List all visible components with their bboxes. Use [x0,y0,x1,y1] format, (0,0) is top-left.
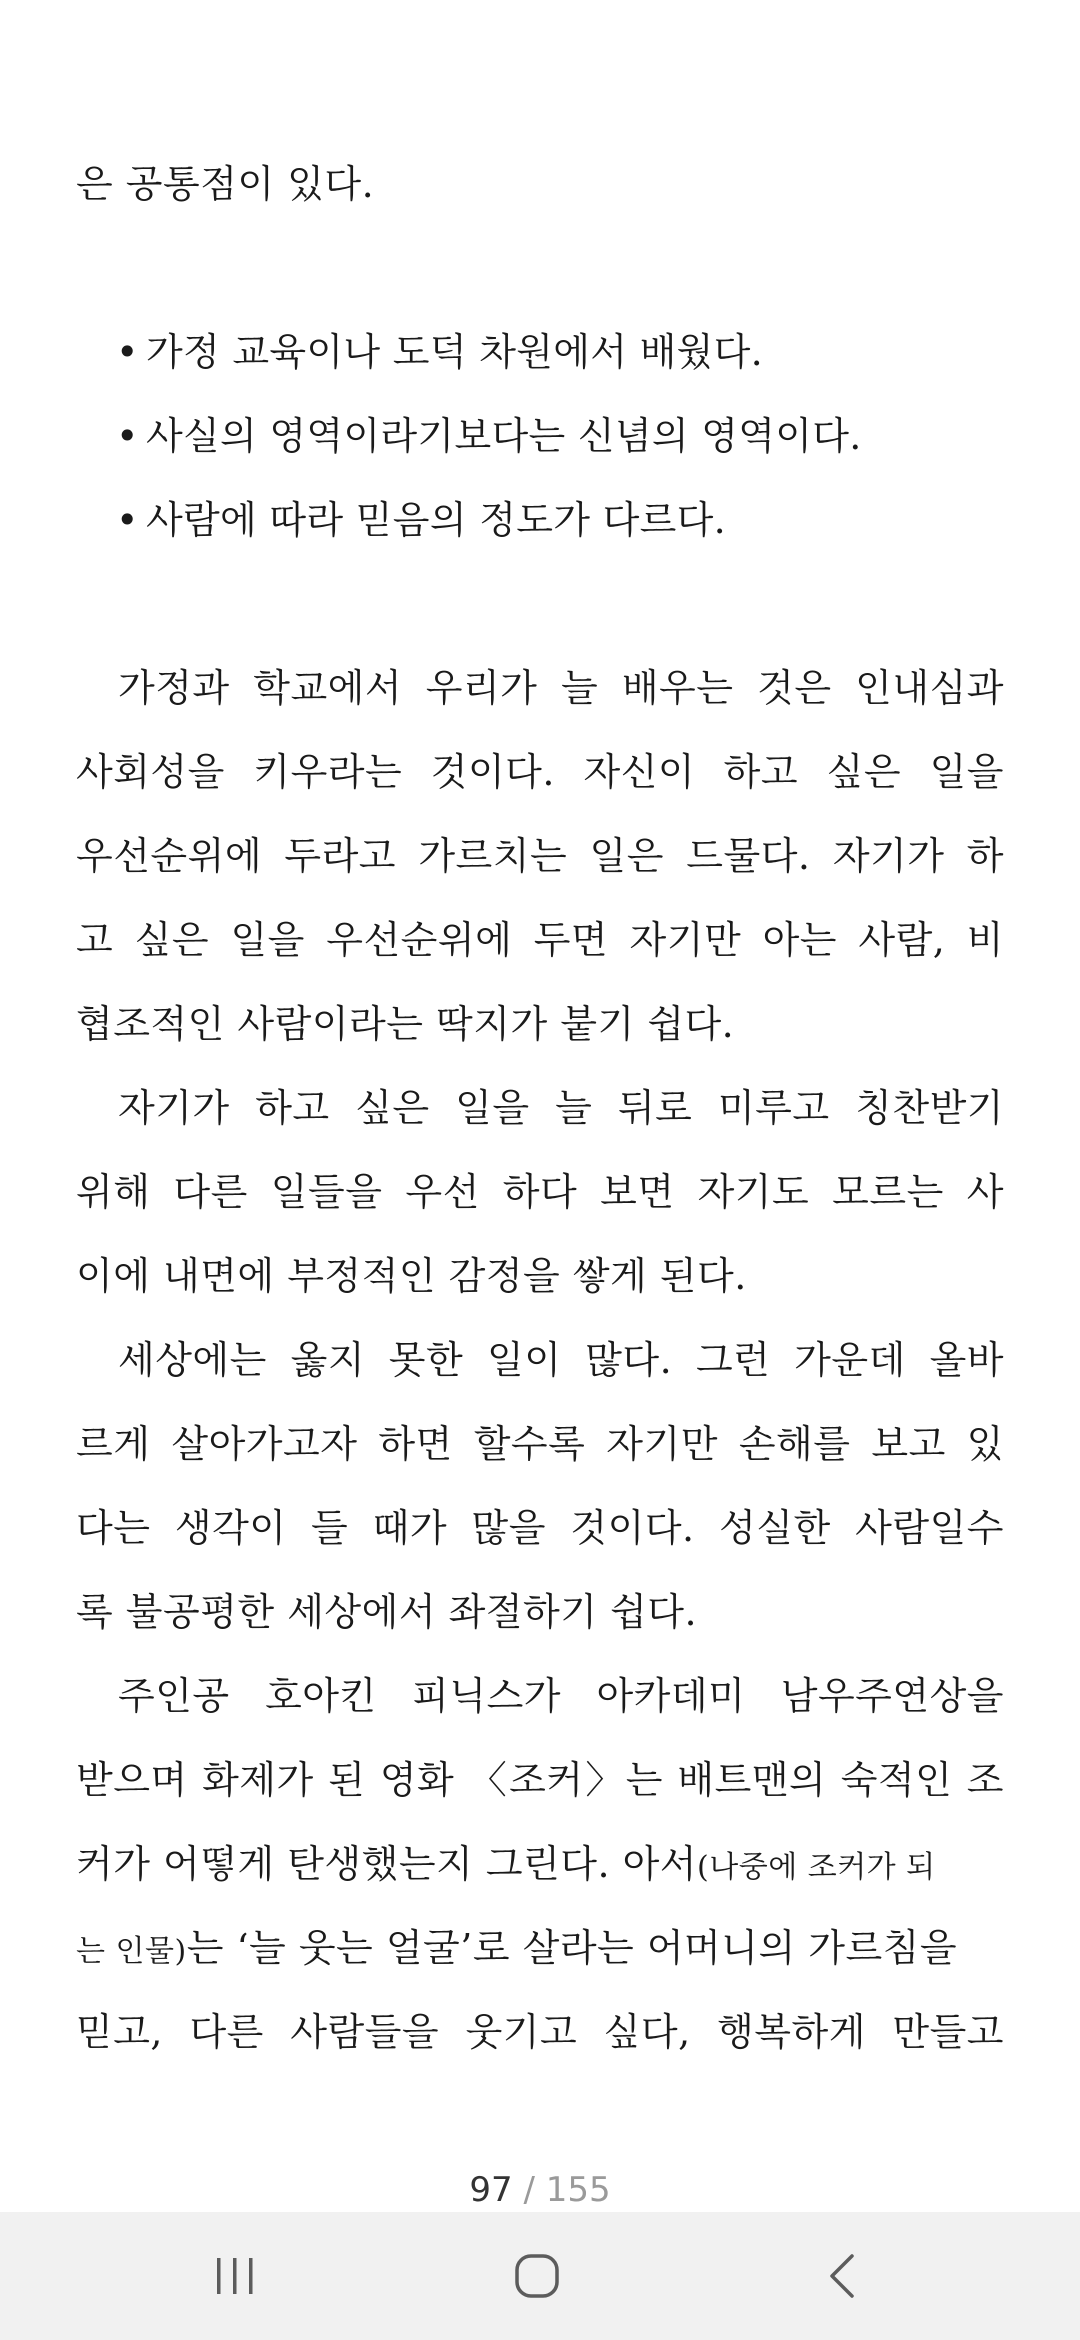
bullet-item [116,412,862,460]
text-segment: 는 ‘늘 웃는 얼굴’로 살라는 어머니의 가르침을 [186,1926,958,1970]
text-line: 고 싶은 일을 우선순위에 두면 자기만 아는 사람, 비 [76,918,1004,962]
text-line: 자기가 하고 싶은 일을 늘 뒤로 미루고 칭찬받기 [118,1086,1004,1130]
bullet-text: 사실의 영역이라기보다는 신념의 영역이다. [146,414,862,458]
text-line: 르게 살아가고자 하면 할수록 자기만 손해를 보고 있 [76,1422,1004,1466]
text-line: 사회성을 키우라는 것이다. 자신이 하고 싶은 일을 [76,750,1004,794]
text-line: 받으며 화제가 된 영화 〈조커〉는 배트맨의 숙적인 조 [76,1758,1004,1802]
text-line: 믿고, 다른 사람들을 웃기고 싶다, 행복하게 만들고 [76,2010,1004,2054]
back-icon [822,2252,862,2300]
text-line: 은 공통점이 있다. [76,162,375,206]
bullet-dot-icon: • [116,330,139,374]
text-line: 다는 생각이 들 때가 많을 것이다. 성실한 사람일수 [76,1506,1004,1550]
text-line [76,1840,1004,1892]
page-total: 155 [545,2170,611,2210]
text-line [76,1924,1004,1976]
text-line: 협조적인 사람이라는 딱지가 붙기 쉽다. [76,1002,735,1046]
page-separator: / [512,2170,546,2210]
page-indicator [0,2168,1080,2212]
bullet-text: 가정 교육이나 도덕 차원에서 배웠다. [146,330,764,374]
home-icon [513,2252,561,2300]
bullet-item [116,328,763,376]
bullet-dot-icon: • [116,498,139,542]
annotation-text: 는 인물) [76,1934,187,1969]
text-line: 록 불공평한 세상에서 좌절하기 쉽다. [76,1590,698,1634]
recent-apps-button[interactable] [155,2212,315,2340]
system-navigation-bar [0,2212,1080,2340]
home-button[interactable] [457,2212,617,2340]
text-line: 우선순위에 두라고 가르치는 일은 드물다. 자기가 하 [76,834,1004,878]
text-line: 가정과 학교에서 우리가 늘 배우는 것은 인내심과 [118,666,1004,710]
text-line: 위해 다른 일들을 우선 하다 보면 자기도 모르는 사 [76,1170,1004,1214]
back-button[interactable] [762,2212,922,2340]
text-segment: 커가 어떻게 탄생했는지 그린다. 아서 [76,1842,698,1886]
text-line: 세상에는 옳지 못한 일이 많다. 그런 가운데 올바 [118,1338,1004,1382]
bullet-dot-icon: • [116,414,139,458]
bullet-text: 사람에 따라 믿음의 정도가 다르다. [146,498,727,542]
recent-apps-icon [213,2256,257,2296]
text-line: 주인공 호아킨 피닉스가 아카데미 남우주연상을 [118,1674,1004,1718]
text-line: 이에 내면에 부정적인 감정을 쌓게 된다. [76,1254,747,1298]
page-current: 97 [469,2170,513,2210]
annotation-text: (나중에 조커가 되 [697,1850,936,1885]
bullet-item [116,496,726,544]
